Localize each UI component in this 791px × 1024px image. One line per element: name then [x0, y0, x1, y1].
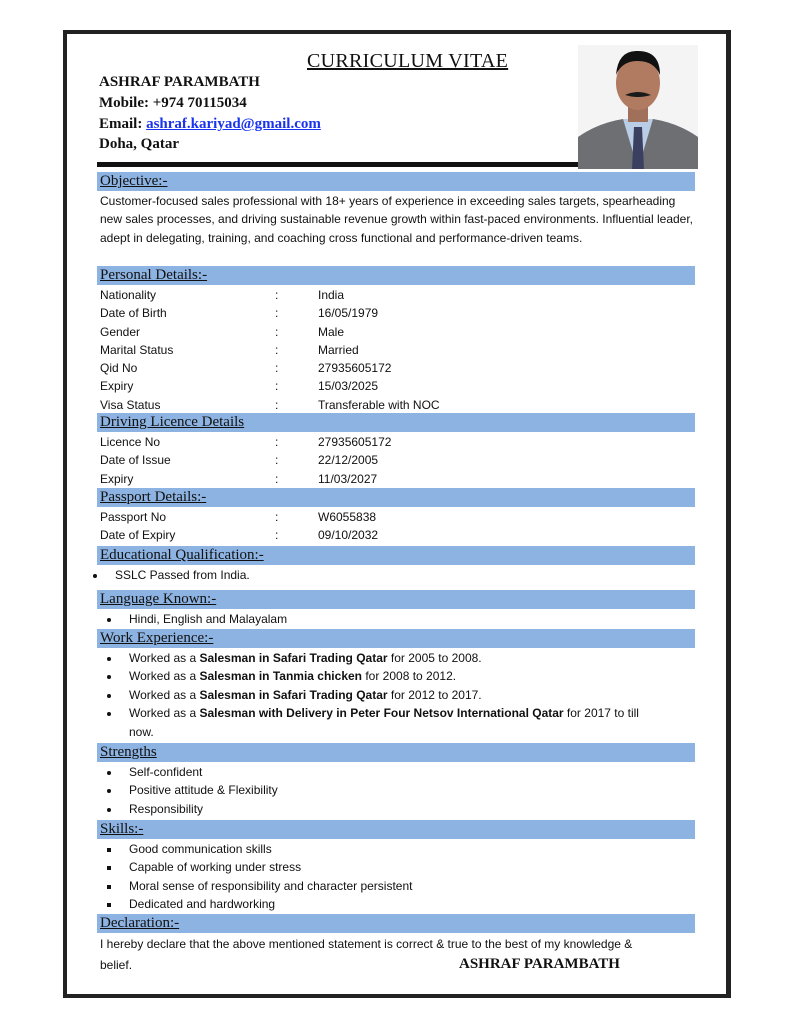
document-title: CURRICULUM VITAE — [307, 50, 509, 72]
detail-colon: : — [275, 435, 279, 449]
detail-colon: : — [275, 288, 279, 302]
objective-section — [97, 172, 695, 247]
detail-row — [97, 470, 695, 488]
work-role: Salesman in Safari Trading Qatar — [199, 651, 388, 665]
detail-colon: : — [275, 397, 279, 412]
detail-value: 22/12/2005 — [318, 453, 379, 468]
work-prefix: Worked as a — [129, 687, 200, 702]
section-heading: Declaration:- — [97, 914, 695, 933]
detail-value: Married — [318, 342, 359, 357]
detail-row — [97, 359, 695, 377]
email-label: Email: — [99, 116, 143, 132]
work-experience-section — [97, 629, 695, 741]
driving-licence-section — [97, 413, 695, 488]
detail-colon: : — [275, 306, 279, 321]
list-item: ▪ Moral sense of responsibility and character persistent — [121, 877, 695, 895]
detail-colon: : — [275, 453, 279, 468]
detail-value: W6055838 — [318, 510, 377, 524]
work-period: for 2005 to 2008. — [387, 651, 482, 665]
list-item: • Positive attitude & Flexibility — [121, 781, 695, 799]
declaration-text: I hereby declare that the above mentioned statement is correct & true to the best of my knowledge & belief. — [100, 937, 633, 972]
list-item: ▪ Good communication skills — [121, 840, 695, 858]
section-heading: Educational Qualification:- — [97, 546, 695, 565]
section-heading: Driving Licence Details — [97, 413, 695, 432]
detail-label: Expiry — [100, 471, 134, 486]
detail-colon: : — [275, 361, 279, 376]
detail-label: Passport No — [100, 510, 167, 524]
detail-row — [97, 377, 695, 395]
detail-row — [97, 304, 695, 322]
work-period: for 2012 to 2017. — [387, 687, 482, 702]
detail-colon: : — [275, 342, 279, 357]
detail-label: Gender — [100, 324, 141, 339]
work-item — [121, 667, 665, 685]
section-heading: Personal Details:- — [97, 266, 695, 285]
detail-row — [97, 433, 695, 451]
location: Doha, Qatar — [99, 136, 179, 152]
skills-section — [97, 820, 695, 914]
detail-value: 09/10/2032 — [318, 528, 379, 543]
email-link[interactable]: ashraf.kariyad@gmail.com — [146, 116, 321, 132]
section-heading: Strengths — [97, 743, 695, 762]
header-divider — [97, 162, 580, 167]
detail-row — [97, 286, 695, 304]
list-item: ▪ Capable of working under stress — [121, 858, 695, 876]
email — [99, 116, 321, 133]
work-prefix: Worked as a — [129, 669, 200, 684]
detail-colon: : — [275, 528, 279, 543]
detail-value: 27935605172 — [318, 435, 392, 449]
list-item: • Self-confident — [121, 763, 695, 781]
detail-colon: : — [275, 324, 279, 339]
strengths-section — [97, 743, 695, 818]
education-section — [97, 546, 695, 584]
detail-row — [97, 323, 695, 341]
section-heading: Work Experience:- — [97, 629, 695, 648]
language-section — [97, 590, 695, 628]
section-heading: Objective:- — [97, 172, 695, 191]
list-item: • Responsibility — [121, 800, 695, 818]
detail-row — [97, 341, 695, 359]
work-role: Salesman in Safari Trading Qatar — [199, 687, 388, 702]
detail-colon: : — [275, 510, 279, 524]
detail-colon: : — [275, 471, 279, 486]
work-item — [121, 704, 665, 741]
mobile — [99, 95, 247, 112]
passport-section — [97, 488, 695, 545]
profile-photo — [578, 45, 698, 169]
detail-label: Marital Status — [100, 342, 174, 357]
section-heading: Language Known:- — [97, 590, 695, 609]
detail-value: 16/05/1979 — [318, 306, 379, 321]
list-item: ▪ Dedicated and hardworking — [121, 895, 695, 913]
detail-row — [97, 508, 695, 526]
work-item — [121, 649, 665, 667]
signature-name: ASHRAF PARAMBATH — [459, 956, 620, 972]
detail-label: Qid No — [100, 361, 138, 376]
detail-value: Male — [318, 324, 345, 339]
detail-label: Date of Birth — [100, 306, 167, 321]
work-period: for 2017 to till now. — [129, 706, 639, 739]
detail-label: Visa Status — [100, 397, 161, 412]
detail-value: 27935605172 — [318, 361, 392, 376]
candidate-name: ASHRAF PARAMBATH — [99, 74, 260, 90]
section-heading: Skills:- — [97, 820, 695, 839]
detail-value: 11/03/2027 — [318, 471, 378, 486]
personal-details-section — [97, 266, 695, 414]
detail-row — [97, 396, 695, 414]
work-role: Salesman with Delivery in Peter Four Netsov International Qatar — [199, 706, 564, 721]
mobile-label: Mobile: — [99, 95, 149, 111]
detail-row — [97, 451, 695, 469]
list-item: • SSLC Passed from India. — [107, 566, 695, 584]
detail-value: 15/03/2025 — [318, 379, 379, 394]
work-period: for 2008 to 2012. — [362, 669, 457, 684]
detail-colon: : — [275, 379, 279, 394]
detail-label: Date of Expiry — [100, 528, 176, 543]
objective-text: Customer-focused sales professional with 18+ years of experience in exceeding sales targets, spearheading new sales processes, and driving sustainable revenue growth within fast-paced environments. Influential leader, adept in delegating, training, and coaching cross functional and performance-driven teams. — [100, 194, 694, 245]
detail-label: Date of Issue — [100, 453, 171, 468]
detail-label: Licence No — [100, 435, 161, 449]
detail-row — [97, 526, 695, 544]
work-prefix: Worked as a — [129, 651, 200, 665]
work-item — [121, 686, 665, 704]
detail-value: India — [318, 288, 345, 302]
detail-label: Expiry — [100, 379, 134, 394]
work-prefix: Worked as a — [129, 706, 200, 721]
work-role: Salesman in Tanmia chicken — [199, 669, 362, 684]
list-item: • Hindi, English and Malayalam — [121, 610, 695, 628]
detail-label: Nationality — [100, 288, 157, 302]
section-heading: Passport Details:- — [97, 488, 695, 507]
mobile-number: +974 70115034 — [152, 95, 247, 111]
detail-value: Transferable with NOC — [318, 397, 440, 412]
